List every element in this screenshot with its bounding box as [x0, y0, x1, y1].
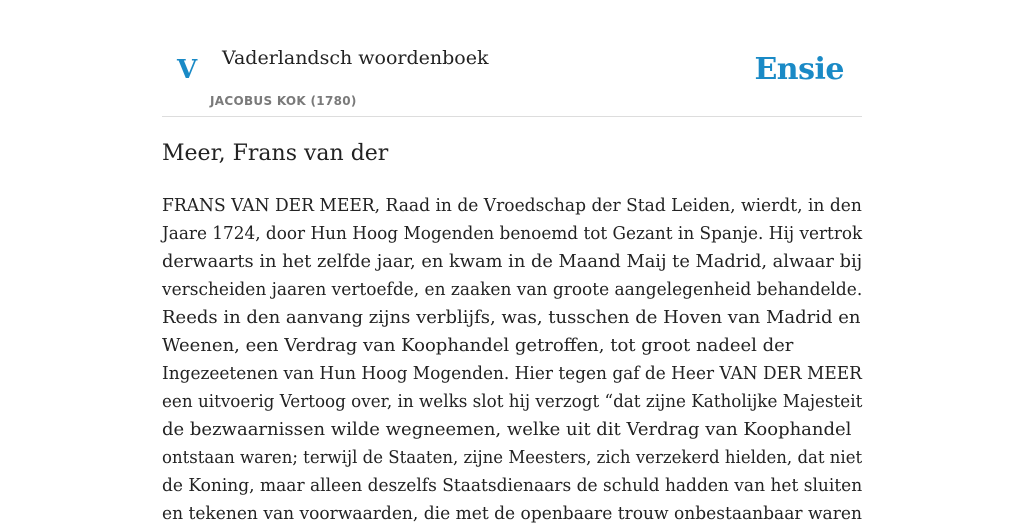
ensie-logo[interactable]: Ensie: [754, 52, 844, 87]
entry-line: verscheiden jaaren vertoefde, en zaaken van groote aangelegenheid behandelde.: [162, 279, 863, 300]
entry-line: en tekenen van voorwaarden, die met de openbaare trouw onbestaanbaar waren: [162, 503, 862, 524]
entry-line: de bezwaarnissen wilde wegneemen, welke uit dit Verdrag van Koophandel: [162, 419, 852, 440]
book-header: [162, 0, 862, 117]
entry-line: FRANS VAN DER MEER, Raad in de Vroedschap der Stad Leiden, wierdt, in den: [162, 195, 862, 216]
entry-line: Reeds in den aanvang zijns verblijfs, was, tusschen de Hoven van Madrid en: [162, 307, 861, 328]
entry-line: een uitvoerig Vertoog over, in welks slot hij verzogt “dat zijne Katholijke Majesteit: [162, 391, 863, 412]
entry-line: derwaarts in het zelfde jaar, en kwam in de Maand Maij te Madrid, alwaar bij: [162, 251, 863, 272]
entry-body: [162, 192, 862, 528]
book-author: JACOBUS KOK (1780): [210, 94, 357, 108]
letter-badge[interactable]: V: [177, 55, 198, 85]
entry-line: Weenen, een Verdrag van Koophandel getroffen, tot groot nadeel der: [162, 335, 794, 356]
entry-line: Jaare 1724, door Hun Hoog Mogenden benoemd tot Gezant in Spanje. Hij vertrok: [162, 223, 863, 244]
entry-line: de Koning, maar alleen deszelfs Staatsdienaars de schuld hadden van het sluiten: [162, 475, 863, 496]
book-title[interactable]: Vaderlandsch woordenboek: [222, 47, 489, 69]
entry-line: ontstaan waren; terwijl de Staaten, zijne Meesters, zich verzekerd hielden, dat niet: [162, 447, 863, 468]
entry-title: Meer, Frans van der: [162, 141, 389, 166]
entry-line: Ingezeetenen van Hun Hoog Mogenden. Hier tegen gaf de Heer VAN DER MEER: [162, 363, 862, 384]
